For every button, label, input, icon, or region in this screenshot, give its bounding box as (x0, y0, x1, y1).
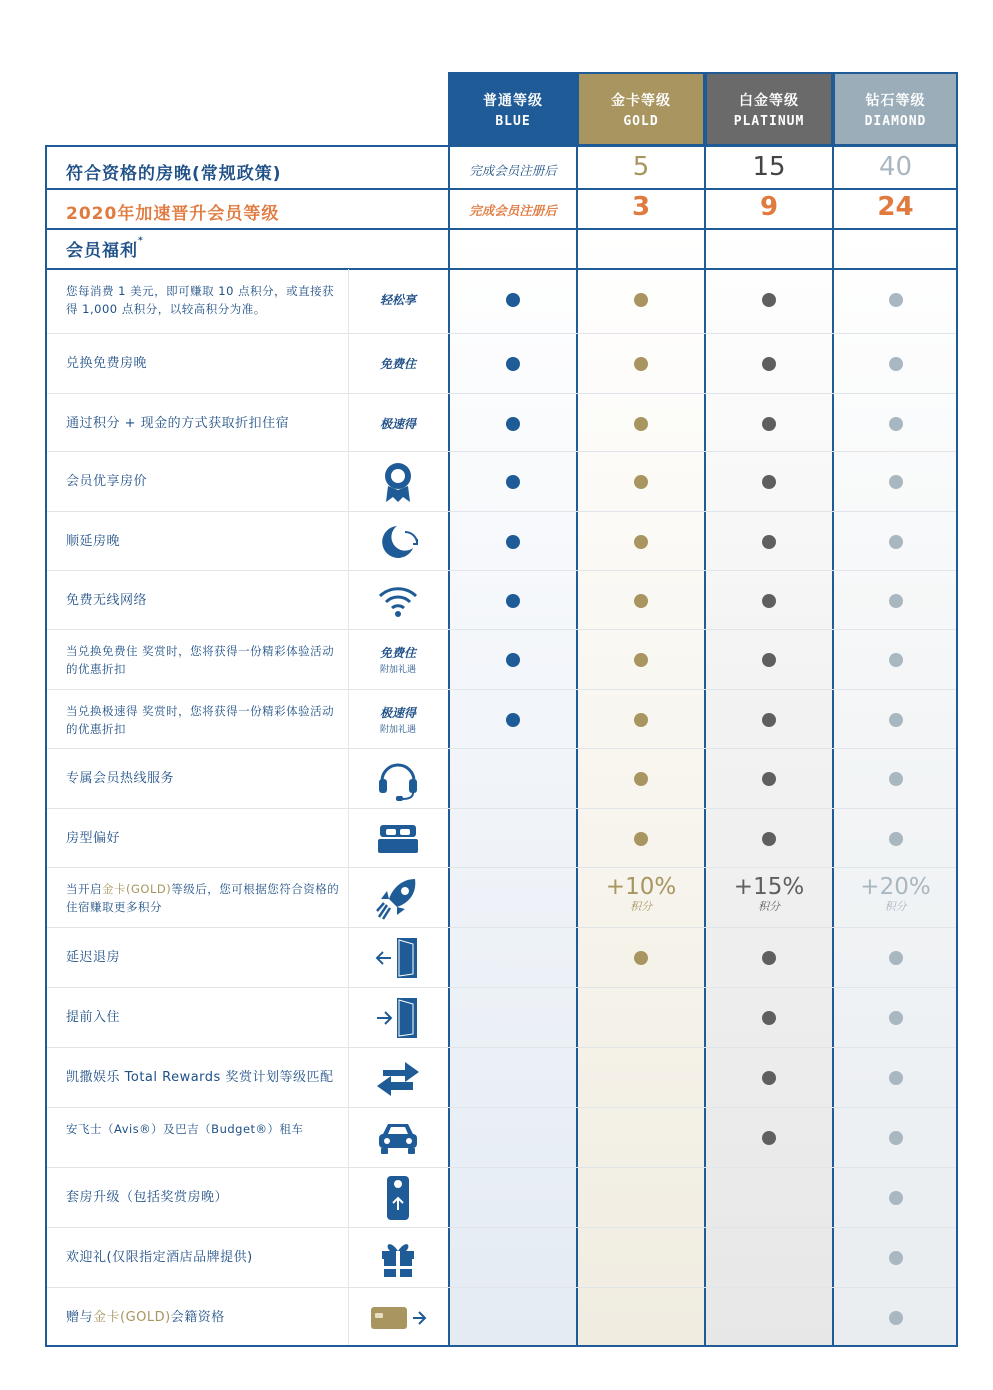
grid-line (448, 72, 450, 1347)
tier-header-diamond (833, 72, 958, 146)
benefit-label (66, 532, 341, 551)
regular-nights-label: 符合资格的房晚(常规政策) (66, 164, 282, 184)
benefit-label-text: 免费无线网络 (66, 593, 148, 608)
availability-dot-platinum (762, 772, 776, 786)
availability-dot-platinum (762, 832, 776, 846)
availability-dot-gold (634, 772, 648, 786)
gold-card-icon (350, 1288, 446, 1347)
benefits-title (66, 236, 144, 261)
row-separator (47, 333, 956, 334)
tier-name-zh: 金卡等级 (611, 92, 671, 109)
benefit-tag (350, 334, 446, 393)
row-separator (47, 1287, 956, 1288)
row-separator (47, 570, 956, 571)
availability-dot-diamond (889, 951, 903, 965)
benefit-label-part: 会籍资格 (170, 1310, 225, 1325)
benefit-label-part: 金卡(GOLD) (93, 1310, 171, 1325)
row-separator (47, 808, 956, 809)
award-ribbon-icon (350, 452, 446, 511)
availability-dot-gold (634, 713, 648, 727)
row-separator (47, 1227, 956, 1228)
availability-dot-blue (506, 535, 520, 549)
availability-dot-blue (506, 713, 520, 727)
availability-dot-diamond (889, 1251, 903, 1265)
row-separator (47, 987, 956, 988)
availability-dot-diamond (889, 535, 903, 549)
row-separator (47, 451, 956, 452)
availability-dot-gold (634, 293, 648, 307)
availability-dot-platinum (762, 653, 776, 667)
grid-line (45, 228, 958, 230)
row-separator (47, 867, 956, 868)
availability-dot-platinum (762, 713, 776, 727)
availability-dot-gold (634, 832, 648, 846)
accelerated-diamond-value: 24 (877, 192, 914, 222)
tier-name-en: GOLD (623, 113, 659, 129)
benefit-label-text: 凯撒娱乐 Total Rewards 奖赏计划等级匹配 (66, 1070, 334, 1085)
benefit-label (66, 642, 341, 678)
wifi-icon (350, 571, 446, 630)
row-separator (47, 1047, 956, 1048)
availability-dot-diamond (889, 1011, 903, 1025)
benefit-label (66, 1008, 341, 1027)
headset-icon (350, 749, 446, 808)
platinum-column-bg (705, 229, 833, 1347)
benefit-tag-text: 极速得 (379, 706, 416, 720)
row-separator (47, 689, 956, 690)
tier-name-en: BLUE (495, 113, 531, 129)
availability-dot-platinum (762, 475, 776, 489)
grid-line (704, 72, 706, 1347)
availability-dot-gold (634, 594, 648, 608)
grid-line (45, 145, 958, 147)
benefit-tag-text: 免费住 (379, 357, 416, 371)
availability-dot-diamond (889, 772, 903, 786)
benefit-tag-text: 极速得 (379, 417, 416, 431)
benefit-label-text: 当兑换免费住 奖赏时，您将获得一份精彩体验活动的优惠折扣 (66, 643, 335, 676)
benefit-tag (350, 630, 446, 689)
benefit-label (66, 282, 341, 318)
row-separator (47, 393, 956, 394)
benefit-label (66, 1248, 341, 1267)
availability-dot-blue (506, 357, 520, 371)
accelerated-platinum-value: 9 (759, 192, 779, 222)
benefit-label-part: 赠与 (66, 1310, 94, 1325)
benefit-label (66, 948, 341, 967)
availability-dot-platinum (762, 417, 776, 431)
availability-dot-diamond (889, 417, 903, 431)
benefit-label (66, 354, 341, 373)
benefit-label-part: 金卡(GOLD) (102, 881, 172, 896)
tier-name-zh: 钻石等级 (865, 92, 926, 109)
moon-clock-icon (350, 512, 446, 571)
grid-line (45, 188, 958, 190)
tier-header-gold (577, 72, 705, 146)
availability-dot-gold (634, 357, 648, 371)
bonus-gold (577, 874, 705, 914)
benefit-label (66, 414, 341, 433)
benefit-label-text: 顺延房晚 (66, 534, 121, 549)
blue-column-bg (449, 229, 577, 1347)
tier-name-en: DIAMOND (864, 113, 927, 129)
benefit-tag (350, 270, 446, 329)
availability-dot-blue (506, 293, 520, 307)
benefit-label-text: 当兑换极速得 奖赏时，您将获得一份精彩体验活动的优惠折扣 (66, 703, 335, 736)
row-separator (47, 748, 956, 749)
tier-header-platinum (705, 72, 833, 146)
grid-line (956, 72, 958, 1347)
availability-dot-diamond (889, 293, 903, 307)
availability-dot-diamond (889, 653, 903, 667)
availability-dot-gold (634, 653, 648, 667)
benefit-label-text: 房型偏好 (66, 831, 121, 846)
availability-dot-platinum (762, 357, 776, 371)
bonus-gold-value: +10% (605, 874, 677, 900)
availability-dot-diamond (889, 713, 903, 727)
benefit-label-text: 会员优享房价 (66, 474, 148, 489)
availability-dot-blue (506, 594, 520, 608)
availability-dot-platinum (762, 951, 776, 965)
availability-dot-blue (506, 475, 520, 489)
row-separator (47, 1167, 956, 1168)
grid-line (348, 269, 349, 1345)
availability-dot-gold (634, 951, 648, 965)
bonus-platinum-value: +15% (733, 874, 805, 900)
grid-line (832, 72, 834, 1347)
availability-dot-diamond (889, 1311, 903, 1325)
grid-line (448, 72, 958, 74)
tier-name-en: PLATINUM (733, 113, 805, 129)
benefit-label-text: 欢迎礼(仅限指定酒店品牌提供) (66, 1250, 253, 1265)
tier-name-zh: 普通等级 (483, 92, 543, 109)
availability-dot-platinum (762, 1071, 776, 1085)
benefit-label (66, 591, 341, 610)
benefit-label (66, 1068, 341, 1087)
benefit-label (66, 829, 341, 848)
availability-dot-blue (506, 417, 520, 431)
availability-dot-diamond (889, 475, 903, 489)
benefit-tag-text: 免费住 (379, 646, 416, 660)
benefit-label-part: 等级后，您可根据您符合资格的住宿赚取更多积分 (66, 881, 340, 914)
row-separator (47, 629, 956, 630)
bonus-unit: 积分 (884, 900, 907, 913)
availability-dot-diamond (889, 357, 903, 371)
availability-dot-platinum (762, 1131, 776, 1145)
availability-dot-diamond (889, 1071, 903, 1085)
benefit-tag-text: 轻松享 (379, 293, 416, 307)
benefit-tag-sub: 附加礼遇 (379, 725, 416, 735)
tier-header-blue (449, 72, 577, 146)
gold-column-bg (577, 229, 705, 1347)
gift-icon (350, 1228, 446, 1287)
grid-line (576, 72, 578, 1347)
row-separator (47, 927, 956, 928)
benefit-label-text: 套房升级（包括奖赏房晚） (66, 1190, 229, 1205)
benefit-tag (350, 394, 446, 453)
door-exit-icon (350, 928, 446, 987)
availability-dot-gold (634, 535, 648, 549)
door-enter-icon (350, 988, 446, 1047)
bed-icon (350, 809, 446, 868)
benefits-title-mark: * (138, 236, 144, 246)
benefit-label (66, 1308, 341, 1327)
benefit-label (66, 880, 341, 916)
accelerated-blue-note: 完成会员注册后 (469, 203, 557, 218)
availability-dot-diamond (889, 1191, 903, 1205)
benefit-tag (350, 690, 446, 749)
tier-name-zh: 白金等级 (739, 92, 799, 109)
availability-dot-platinum (762, 594, 776, 608)
diamond-column-bg (833, 229, 958, 1347)
benefit-label-text: 您每消费 1 美元，即可赚取 10 点积分，或直接获得 1,000 点积分，以较高积分为准。 (66, 283, 335, 316)
availability-dot-platinum (762, 535, 776, 549)
row-separator (47, 1107, 956, 1108)
benefit-label (66, 769, 341, 788)
benefit-label (66, 1188, 341, 1207)
benefit-label-text: 兑换免费房晚 (66, 356, 148, 371)
availability-dot-diamond (889, 832, 903, 846)
swap-arrows-icon (350, 1048, 446, 1107)
benefits-title-text: 会员福利 (66, 241, 138, 261)
regular-platinum-value: 15 (752, 152, 786, 182)
bonus-diamond (833, 874, 958, 914)
benefit-tag-sub: 附加礼遇 (379, 665, 416, 675)
benefit-label-text: 安飞士（Avis®）及巴吉（Budget®）租车 (66, 1121, 304, 1136)
availability-dot-diamond (889, 594, 903, 608)
benefit-label-text: 专属会员热线服务 (66, 771, 175, 786)
regular-diamond-value: 40 (878, 152, 913, 182)
benefit-label-text: 提前入住 (66, 1010, 121, 1025)
bonus-unit: 积分 (758, 900, 780, 913)
bonus-platinum (705, 874, 833, 914)
regular-blue-note: 完成会员注册后 (469, 163, 557, 178)
benefit-label (66, 1120, 341, 1138)
availability-dot-gold (634, 475, 648, 489)
door-hanger-icon (350, 1168, 446, 1227)
availability-dot-platinum (762, 293, 776, 307)
accelerated-gold-value: 3 (631, 192, 651, 222)
bonus-unit: 积分 (630, 900, 652, 913)
availability-dot-blue (506, 653, 520, 667)
availability-dot-platinum (762, 1011, 776, 1025)
row-separator (47, 511, 956, 512)
rocket-icon (350, 868, 446, 927)
benefit-label-text: 通过积分 + 现金的方式获取折扣住宿 (66, 416, 290, 431)
regular-gold-value: 5 (632, 152, 650, 182)
bonus-diamond-value: +20% (860, 874, 931, 900)
grid-line (45, 1345, 958, 1347)
availability-dot-gold (634, 417, 648, 431)
accelerated-label: 2020年加速晋升会员等级 (66, 204, 280, 224)
benefit-label (66, 472, 341, 491)
benefit-label-text: 延迟退房 (66, 950, 121, 965)
car-icon (350, 1108, 446, 1167)
availability-dot-diamond (889, 1131, 903, 1145)
benefit-label (66, 702, 341, 738)
benefit-label-part: 当开启 (66, 881, 102, 896)
grid-line (45, 268, 958, 270)
